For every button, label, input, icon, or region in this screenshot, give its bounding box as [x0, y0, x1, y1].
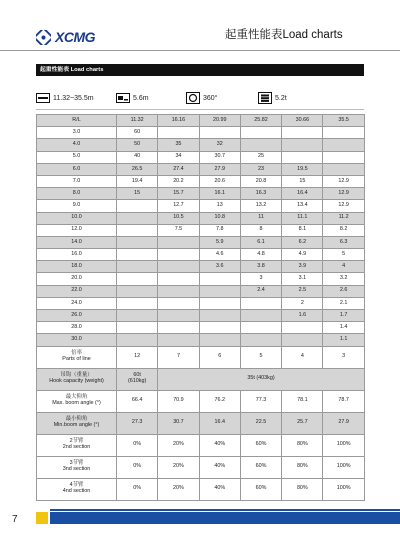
table-cell: 60% [240, 456, 281, 478]
load-cell: 6.3 [323, 236, 364, 248]
load-cell [199, 285, 240, 297]
load-cell: 1.6 [282, 310, 323, 322]
footer-accent-blue [50, 512, 400, 524]
table-cell: 3 [323, 346, 364, 368]
load-cell [282, 151, 323, 163]
table-row [37, 151, 365, 163]
load-cell: 3.2 [323, 273, 364, 285]
min-angle-row [37, 412, 365, 434]
radius-cell: 30.0 [37, 334, 117, 346]
load-cell: 4.6 [199, 249, 240, 261]
load-cell: 6.2 [282, 236, 323, 248]
load-cell: 13 [199, 200, 240, 212]
table-cell: 30.7 [158, 412, 199, 434]
table-cell: 35t (403kg) [158, 368, 364, 390]
load-cell: 3.6 [199, 261, 240, 273]
load-cell [282, 322, 323, 334]
header-cell: 16.16 [158, 115, 199, 127]
row-label: 3节臂 3nd section [37, 456, 117, 478]
radius-cell: 8.0 [37, 188, 117, 200]
counterweight-value: 5.2t [275, 94, 287, 102]
load-cell: 2.4 [240, 285, 281, 297]
load-cell [117, 334, 158, 346]
load-cell: 16.3 [240, 188, 281, 200]
table-cell: 100% [323, 434, 364, 456]
table-cell: 80% [282, 434, 323, 456]
load-cell: 15 [117, 188, 158, 200]
load-cell [117, 310, 158, 322]
load-cell: 7.5 [158, 224, 199, 236]
load-cell [199, 273, 240, 285]
load-cell: 16.4 [282, 188, 323, 200]
load-cell [199, 334, 240, 346]
table-cell: 60% [240, 434, 281, 456]
load-cell: 10.5 [158, 212, 199, 224]
load-cell [282, 139, 323, 151]
radius-cell: 22.0 [37, 285, 117, 297]
radius-cell: 26.0 [37, 310, 117, 322]
load-cell: 19.4 [117, 175, 158, 187]
load-cell [199, 322, 240, 334]
table-cell: 16.4 [199, 412, 240, 434]
spec-row [36, 90, 366, 106]
table-cell: 78.7 [323, 390, 364, 412]
load-cell: 6.1 [240, 236, 281, 248]
table-cell: 70.9 [158, 390, 199, 412]
row-label: 最小仰角 Min.boom angle (°) [37, 412, 117, 434]
table-row [37, 322, 365, 334]
table-row [37, 261, 365, 273]
rotation-value: 360° [203, 94, 218, 102]
load-cell: 11.2 [323, 212, 364, 224]
table-cell: 6 [199, 346, 240, 368]
load-cell: 13.2 [240, 200, 281, 212]
load-cell: 50 [117, 139, 158, 151]
header-cell: 11.32 [117, 115, 158, 127]
table-cell: 80% [282, 478, 323, 500]
load-cell: 30.7 [199, 151, 240, 163]
load-cell [240, 322, 281, 334]
counterweight-icon [258, 92, 272, 104]
boom-length-icon [36, 93, 50, 103]
page-title: 起重性能表Load charts [225, 29, 343, 41]
row-label: 吊钩（重量） Hook capacity (weight) [37, 368, 117, 390]
radius-cell: 9.0 [37, 200, 117, 212]
table-row [37, 224, 365, 236]
table-cell: 0% [117, 456, 158, 478]
table-cell: 5 [240, 346, 281, 368]
load-cell [323, 151, 364, 163]
radius-cell: 5.0 [37, 151, 117, 163]
table-cell: 7 [158, 346, 199, 368]
load-cell [158, 236, 199, 248]
max-angle-row [37, 390, 365, 412]
load-cell: 11.1 [282, 212, 323, 224]
load-cell [117, 200, 158, 212]
load-cell: 23 [240, 163, 281, 175]
header-divider [0, 50, 400, 51]
boom-length-value: 11.32~35.5m [53, 94, 94, 102]
header-cell: 25.82 [240, 115, 281, 127]
load-cell: 8.1 [282, 224, 323, 236]
table-cell: 22.5 [240, 412, 281, 434]
brand-name: XCMG [55, 29, 95, 45]
load-cell: 13.4 [282, 200, 323, 212]
load-cell: 15.7 [158, 188, 199, 200]
load-cell: 1.4 [323, 322, 364, 334]
load-cell: 26.5 [117, 163, 158, 175]
table-row [37, 273, 365, 285]
load-cell: 3.9 [282, 261, 323, 273]
table-row [37, 212, 365, 224]
load-cell [158, 249, 199, 261]
table-row [37, 236, 365, 248]
load-cell: 4.9 [282, 249, 323, 261]
radius-cell: 10.0 [37, 212, 117, 224]
load-cell: 16.1 [199, 188, 240, 200]
load-cell [117, 322, 158, 334]
load-chart-footer [37, 346, 365, 500]
load-cell [240, 139, 281, 151]
load-cell: 5 [323, 249, 364, 261]
rotation-icon [186, 92, 200, 104]
radius-cell: 16.0 [37, 249, 117, 261]
load-cell [158, 285, 199, 297]
footer-accent-line [50, 509, 400, 511]
table-cell: 20% [158, 434, 199, 456]
table-cell: 27.3 [117, 412, 158, 434]
radius-cell: 28.0 [37, 322, 117, 334]
table-header-row [37, 115, 365, 127]
spec-outrigger-span [116, 90, 149, 106]
load-cell: 25 [240, 151, 281, 163]
radius-cell: 18.0 [37, 261, 117, 273]
table-cell: 66.4 [117, 390, 158, 412]
table-row [37, 139, 365, 151]
load-chart-body [37, 115, 365, 347]
load-cell: 5.9 [199, 236, 240, 248]
load-cell [117, 261, 158, 273]
load-cell: 3.8 [240, 261, 281, 273]
load-cell: 27.4 [158, 163, 199, 175]
load-chart-table [36, 114, 365, 501]
load-cell: 3 [240, 273, 281, 285]
load-cell [158, 310, 199, 322]
xcmg-logo [36, 24, 126, 50]
load-cell: 34 [158, 151, 199, 163]
table-cell: 77.3 [240, 390, 281, 412]
load-cell: 2.1 [323, 297, 364, 309]
table-cell: 80% [282, 456, 323, 478]
header-cell: 35.5 [323, 115, 364, 127]
row-label: 4节臂 4nd section [37, 478, 117, 500]
hook-capacity-row [37, 368, 365, 390]
load-cell [158, 322, 199, 334]
radius-cell: 3.0 [37, 127, 117, 139]
load-cell: 32 [199, 139, 240, 151]
table-row [37, 249, 365, 261]
header-cell: 30.66 [282, 115, 323, 127]
load-cell: 20.2 [158, 175, 199, 187]
radius-cell: 7.0 [37, 175, 117, 187]
load-cell [158, 273, 199, 285]
table-row [37, 200, 365, 212]
table-row [37, 127, 365, 139]
table-cell: 100% [323, 456, 364, 478]
radius-cell: 14.0 [37, 236, 117, 248]
load-cell: 60 [117, 127, 158, 139]
load-cell [282, 127, 323, 139]
load-cell: 1.7 [323, 310, 364, 322]
load-cell [117, 285, 158, 297]
table-cell: 78.1 [282, 390, 323, 412]
section4-row [37, 478, 365, 500]
table-cell: 27.9 [323, 412, 364, 434]
load-cell [158, 334, 199, 346]
load-cell [117, 236, 158, 248]
spec-rotation [186, 90, 217, 106]
table-cell: 20% [158, 478, 199, 500]
radius-cell: 20.0 [37, 273, 117, 285]
table-cell: 12 [117, 346, 158, 368]
load-cell [323, 127, 364, 139]
table-row [37, 334, 365, 346]
load-cell: 8 [240, 224, 281, 236]
load-cell: 19.5 [282, 163, 323, 175]
load-cell: 2.6 [323, 285, 364, 297]
load-cell [323, 163, 364, 175]
table-row [37, 175, 365, 187]
load-cell [240, 127, 281, 139]
load-cell: 2.5 [282, 285, 323, 297]
load-cell [323, 139, 364, 151]
load-cell: 10.8 [199, 212, 240, 224]
table-cell: 0% [117, 434, 158, 456]
outrigger-span-value: 5.6m [133, 94, 149, 102]
header-cell: 20.99 [199, 115, 240, 127]
table-row [37, 163, 365, 175]
section3-row [37, 456, 365, 478]
load-cell: 12.9 [323, 200, 364, 212]
section2-row [37, 434, 365, 456]
table-cell: 20% [158, 456, 199, 478]
load-cell: 40 [117, 151, 158, 163]
footer-accent-yellow [36, 512, 48, 524]
header-cell: R/L [37, 115, 117, 127]
radius-cell: 4.0 [37, 139, 117, 151]
load-cell [199, 127, 240, 139]
load-cell: 12.9 [323, 175, 364, 187]
table-cell: 40% [199, 456, 240, 478]
load-cell: 3.1 [282, 273, 323, 285]
table-cell: 0% [117, 478, 158, 500]
load-cell: 8.2 [323, 224, 364, 236]
load-cell: 4 [323, 261, 364, 273]
load-cell [199, 297, 240, 309]
load-cell: 15 [282, 175, 323, 187]
radius-cell: 24.0 [37, 297, 117, 309]
load-cell: 7.8 [199, 224, 240, 236]
spec-counterweight [258, 90, 287, 106]
xcmg-emblem-icon [36, 30, 51, 45]
page-number: 7 [12, 514, 18, 525]
parts-of-line-row [37, 346, 365, 368]
table-cell: 4 [282, 346, 323, 368]
load-cell: 20.6 [199, 175, 240, 187]
load-cell: 20.8 [240, 175, 281, 187]
load-cell: 1.1 [323, 334, 364, 346]
load-cell: 12.7 [158, 200, 199, 212]
radius-cell: 12.0 [37, 224, 117, 236]
load-cell [158, 261, 199, 273]
table-row [37, 285, 365, 297]
load-cell [282, 334, 323, 346]
table-cell: 60% [240, 478, 281, 500]
load-cell [240, 334, 281, 346]
load-cell: 27.9 [199, 163, 240, 175]
load-cell: 35 [158, 139, 199, 151]
load-cell: 11 [240, 212, 281, 224]
table-cell: 100% [323, 478, 364, 500]
section-heading: 起重性能表 Load charts [36, 64, 364, 76]
row-label: 倍率 Parts of line [37, 346, 117, 368]
load-cell [117, 249, 158, 261]
load-cell: 2 [282, 297, 323, 309]
spec-divider [36, 109, 364, 110]
table-cell: 76.2 [199, 390, 240, 412]
load-cell [240, 310, 281, 322]
table-cell: 40% [199, 478, 240, 500]
load-cell [117, 273, 158, 285]
table-row [37, 310, 365, 322]
table-cell: 25.7 [282, 412, 323, 434]
load-cell [240, 297, 281, 309]
row-label: 最大仰角 Max. boom angle (°) [37, 390, 117, 412]
outrigger-icon [116, 93, 130, 103]
table-row [37, 188, 365, 200]
table-cell: 60t (610kg) [117, 368, 158, 390]
load-cell: 12.9 [323, 188, 364, 200]
spec-boom-length [36, 90, 94, 106]
load-cell [117, 224, 158, 236]
table-row [37, 297, 365, 309]
load-cell [199, 310, 240, 322]
load-cell [158, 297, 199, 309]
load-cell: 4.8 [240, 249, 281, 261]
radius-cell: 6.0 [37, 163, 117, 175]
table-cell: 40% [199, 434, 240, 456]
load-cell [158, 127, 199, 139]
load-cell [117, 212, 158, 224]
row-label: 2节臂 2nd section [37, 434, 117, 456]
load-cell [117, 297, 158, 309]
